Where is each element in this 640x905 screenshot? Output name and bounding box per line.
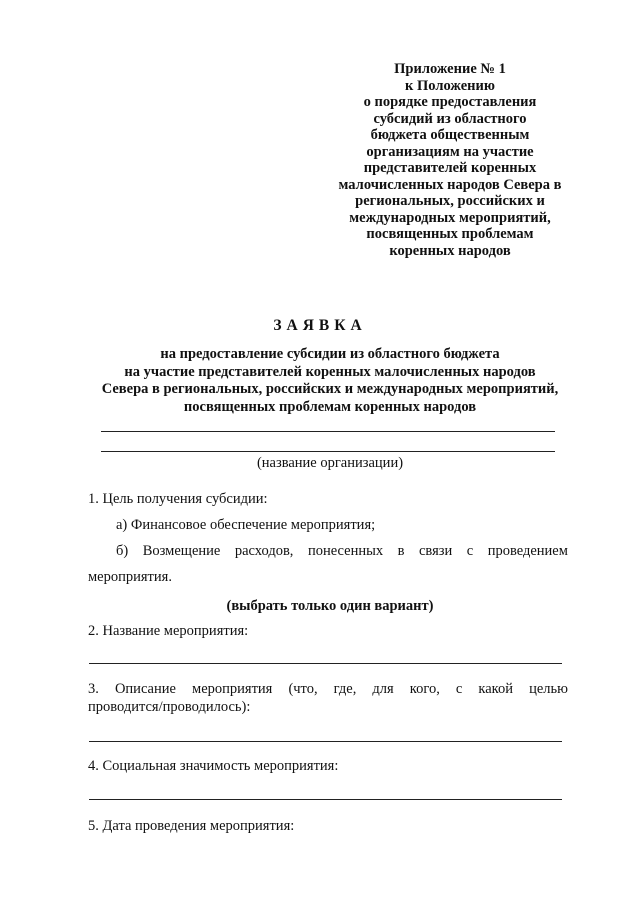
goal-b-word: в xyxy=(397,543,405,559)
org-name-line-1 xyxy=(101,431,555,432)
subtitle-line: Севера в региональных, российских и международных мероприятий, xyxy=(101,381,559,397)
appendix-line: бюджета общественным xyxy=(370,127,530,143)
choose-one-note: (выбрать только один вариант) xyxy=(226,598,434,614)
appendix-line: коренных народов xyxy=(389,242,511,259)
org-name-caption: (название организации) xyxy=(256,455,404,471)
appendix-line: представителей коренных xyxy=(363,160,537,176)
goal-option-b-continued: мероприятия. xyxy=(88,569,172,585)
appendix-line: о порядке предоставления xyxy=(363,94,537,110)
goal-b-word: связи xyxy=(418,543,453,559)
desc-word: кого, xyxy=(409,681,440,697)
desc-word: какой xyxy=(478,681,514,697)
goal-option-a: а) Финансовое обеспечение мероприятия; xyxy=(116,517,376,533)
appendix-line: посвященных проблемам xyxy=(366,226,534,242)
event-description-line xyxy=(89,741,562,742)
appendix-line: региональных, российских и xyxy=(355,193,545,209)
goal-b-word: Возмещение xyxy=(142,543,221,559)
goal-heading: 1. Цель получения субсидии: xyxy=(88,491,268,507)
subtitle-line: на участие представителей коренных малочисленных народов xyxy=(124,363,536,380)
appendix-line: организациям на участие xyxy=(366,143,534,160)
desc-word: целью xyxy=(529,681,568,697)
goal-b-word: проведением xyxy=(487,543,568,559)
subtitle-line: посвященных проблемам коренных народов xyxy=(183,398,477,415)
desc-word: Описание xyxy=(114,681,176,697)
appendix-line: Приложение № 1 xyxy=(394,61,506,77)
event-description-label xyxy=(88,681,568,698)
desc-word: с xyxy=(455,681,463,697)
appendix-line: международных мероприятий, xyxy=(349,209,551,226)
goal-option-b xyxy=(116,543,568,560)
goal-b-word: расходов, xyxy=(234,543,294,559)
event-name-label: 2. Название мероприятия: xyxy=(88,623,249,639)
desc-word: мероприятия xyxy=(192,681,273,697)
desc-word: 3. xyxy=(88,681,99,697)
goal-b-word: с xyxy=(466,543,474,559)
appendix-header xyxy=(320,61,580,259)
goal-b-word: понесенных xyxy=(307,543,384,559)
org-name-line-2 xyxy=(101,451,555,452)
event-date-label: 5. Дата проведения мероприятия: xyxy=(88,818,295,834)
goal-b-word: б) xyxy=(116,543,129,559)
document-subtitle xyxy=(80,346,580,416)
social-significance-label: 4. Социальная значимость мероприятия: xyxy=(88,758,339,774)
event-description-continued: проводится/проводилось): xyxy=(88,699,251,715)
appendix-line: малочисленных народов Севера в xyxy=(338,176,562,193)
event-name-line xyxy=(89,663,562,664)
desc-word: где, xyxy=(333,681,357,697)
desc-word: (что, xyxy=(288,681,318,697)
social-significance-line xyxy=(89,799,562,800)
appendix-line: субсидий из областного xyxy=(373,110,527,127)
desc-word: для xyxy=(372,681,394,697)
appendix-line: к Положению xyxy=(405,77,495,94)
document-title: ЗАЯВКА xyxy=(273,317,367,334)
subtitle-line: на предоставление субсидии из областного бюджета xyxy=(160,346,500,362)
